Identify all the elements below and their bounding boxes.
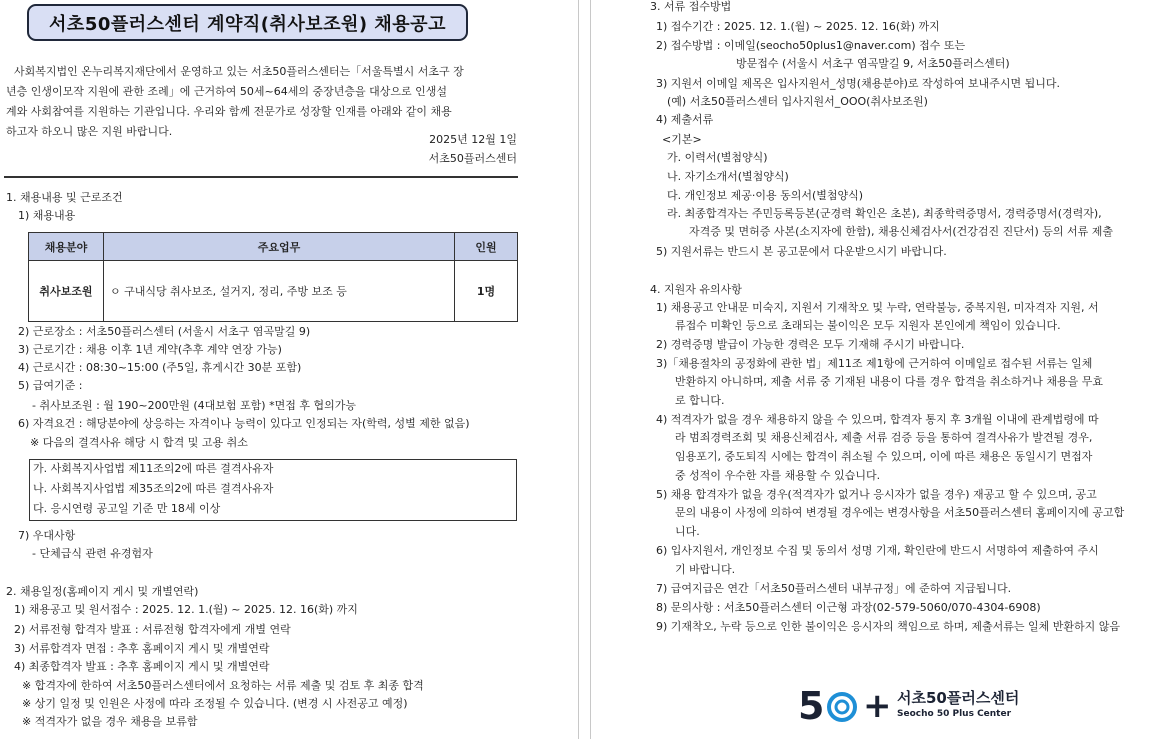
disqualification-item: 나. 사회복지사업법 제35조의2에 따른 결격사유자 [33,482,274,495]
caution-line: 5) 채용 합격자가 없을 경우(적격자가 없거나 응시자가 없을 경우) 재공고 할 수 있으며, 공고 [656,488,1097,501]
intro-line: 하고자 하오니 많은 지원 바랍니다. [6,125,173,138]
logo-english-name: Seocho 50 Plus Center [897,709,1012,719]
logo-ring-icon [826,691,858,723]
caution-line: 7) 급여지급은 연간「서초50플러스센터 내부규정」에 준하여 지급됩니다. [656,582,1012,595]
disqualification-note: ※ 다음의 결격사유 해당 시 합격 및 고용 취소 [30,436,248,449]
disqualification-item: 가. 사회복지사업법 제11조의2에 따른 결격사유자 [33,462,274,475]
caution-line: 로 합니다. [675,394,725,407]
caution-line: 6) 입사지원서, 개인정보 수집 및 동의서 성명 기재, 확인란에 반드시 서명하여 제출하여 주시 [656,544,1099,557]
notice-title: 서초50플러스센터 계약직(취사보조원) 채용공고 [27,4,468,41]
schedule-item: 4) 최종합격자 발표 : 추후 홈페이지 게시 및 개별연락 [14,660,270,673]
caution-line: 기 바랍니다. [675,563,736,576]
required-doc: 라. 최종합격자는 주민등록등본(군경력 확인은 초본), 최종학력증명서, 경력증명서(경력자), [667,207,1102,220]
preference-heading: 7) 우대사항 [18,529,76,542]
caution-line: 반환하지 아니하며, 제출 서류 중 기재된 내용이 다를 경우 합격을 취소하거나 채용을 무효 [675,375,1103,388]
condition-item: 2) 근로장소 : 서초50플러스센터 (서울시 서초구 염곡말길 9) [18,325,311,338]
disqualification-item: 다. 응시연령 공고일 기준 만 18세 이상 [33,502,221,515]
schedule-item: 1) 채용공고 및 원서접수 : 2025. 12. 1.(월) ~ 2025. 12. 16(화) 까지 [14,603,358,616]
condition-item: 5) 급여기준 : [18,379,83,392]
section-1-heading: 1. 채용내용 및 근로조건 [6,191,123,204]
intro-line: 년층 인생이모작 지원에 관한 조례」에 근거하여 50세~64세의 중장년층을 대상으로 인생설 [6,85,447,98]
caution-line: 라 범죄경력조회 및 채용신체검사, 제출 서류 검증 등을 통하여 결격사유가 발견될 경우, [675,431,1093,444]
caution-line: 2) 경력증명 발급이 가능한 경력은 모두 기재해 주시기 바랍니다. [656,338,965,351]
submission-item: 5) 지원서류는 반드시 본 공고문에서 다운받으시기 바랍니다. [656,245,947,258]
required-docs-heading: 4) 제출서류 [656,113,714,126]
submission-item: 1) 접수기간 : 2025. 12. 1.(월) ~ 2025. 12. 16(화) 까지 [656,20,940,33]
schedule-note: ※ 상기 일정 및 인원은 사정에 따라 조정될 수 있습니다. (변경 시 사전공고 예정) [22,697,408,710]
schedule-note: ※ 합격자에 한하여 서초50플러스센터에서 요청하는 서류 제출 및 검토 후 최종 합격 [22,679,424,692]
schedule-item: 3) 서류합격자 면접 : 추후 홈페이지 게시 및 개별연락 [14,642,270,655]
condition-item: 6) 자격요건 : 해당분야에 상응하는 자격이나 능력이 있다고 인정되는 자(학력, 성별 제한 없음) [18,417,470,430]
caution-line: 4) 적격자가 없을 경우 채용하지 않을 수 있으며, 합격자 통지 후 3개월 이내에 관계법령에 따 [656,413,1099,426]
logo-number: 5 [798,684,825,728]
submission-item: 3) 지원서 이메일 제목은 입사지원서_성명(채용분야)로 작성하여 보내주시면 됩니다. [656,77,1061,90]
section-2-heading: 2. 채용일정(홈페이지 게시 및 개별연락) [6,585,199,598]
required-doc-cont: 자격증 및 면허증 사본(소지자에 한함), 채용신체검사서(건강검진 진단서) 등의 서류 제출 [689,225,1114,238]
section-divider [4,176,518,178]
intro-line: 사회복지법인 온누리복지재단에서 운영하고 있는 서초50플러스센터는「서울특별시 서초구 장 [14,65,464,78]
schedule-note: ※ 적격자가 없을 경우 채용을 보류함 [22,715,198,728]
job-table [28,232,518,322]
page-gap [578,0,591,739]
job-field-cell: 취사보조원 [29,261,104,322]
job-table-header: 채용분야 [29,233,104,261]
caution-line: 3)「채용절차의 공정화에 관한 법」제11조 제1항에 근거하여 이메일로 접수된 서류는 일체 [656,357,1093,370]
left-page [0,0,578,739]
notice-org: 서초50플러스센터 [428,152,517,165]
schedule-item: 2) 서류전형 합격자 발표 : 서류전형 합격자에게 개별 연락 [14,623,291,636]
caution-line: 8) 문의사항 : 서초50플러스센터 이근형 과장(02-579-5060/070-4304-6908) [656,601,1041,614]
caution-line: 문의 내용이 사정에 의하여 변경될 경우에는 변경사항을 서초50플러스센터 홈페이지에 공고합 [675,506,1125,519]
job-table-header-row [29,233,518,261]
condition-item: - 취사보조원 : 월 190~200만원 (4대보험 포함) *면접 후 협의가능 [32,399,356,412]
right-page [591,0,1170,739]
notice-date: 2025년 12월 1일 [429,133,517,146]
section-1-sub-heading: 1) 채용내용 [18,209,76,222]
preference-item: - 단체급식 관련 유경험자 [32,547,153,560]
caution-line: 9) 기재착오, 누락 등으로 인한 불이익은 응시자의 책임으로 하며, 제출서류는 일체 반환하지 않음 [656,620,1121,633]
intro-paragraph [6,62,518,142]
center-logo [798,684,1028,728]
submission-item: 방문접수 (서울시 서초구 염곡말길 9, 서초50플러스센터) [736,57,1010,70]
section-4-heading: 4. 지원자 유의사항 [650,283,742,296]
job-table-header: 인원 [455,233,518,261]
section-3-heading: 3. 서류 접수방법 [650,0,732,13]
job-headcount-cell: 1명 [455,261,518,322]
condition-item: 3) 근로기간 : 채용 이후 1년 계약(추후 계약 연장 가능) [18,343,282,356]
caution-line: 류접수 미확인 등으로 초래되는 불이익은 모두 지원자 본인에게 책임이 있습니다. [675,319,1061,332]
job-table-header: 주요업무 [104,233,455,261]
required-doc: 다. 개인정보 제공·이용 동의서(별첨양식) [667,189,864,202]
required-doc: 가. 이력서(별첨양식) [667,151,768,164]
caution-line: 니다. [675,525,700,538]
condition-item: 4) 근로시간 : 08:30~15:00 (주5일, 휴게시간 30분 포함) [18,361,302,374]
required-docs-basic: <기본> [662,133,702,146]
job-table-row [29,261,518,322]
submission-example: (예) 서초50플러스센터 입사지원서_OOO(취사보조원) [667,95,928,108]
logo-korean-name: 서초50플러스센터 [897,689,1020,707]
job-duty-cell: ㅇ 구내식당 취사보조, 설거지, 정리, 주방 보조 등 [104,261,455,322]
logo-plus: + [863,686,892,726]
required-doc: 나. 자기소개서(별첨양식) [667,170,789,183]
intro-line: 계와 사회참여를 지원하는 기관입니다. 우리와 함께 전문가로 성장할 인재를 아래와 같이 채용 [6,105,452,118]
submission-item: 2) 접수방법 : 이메일(seocho50plus1@naver.com) 접수 또는 [656,39,966,52]
caution-line: 1) 채용공고 안내문 미숙지, 지원서 기재착오 및 누락, 연락불능, 중복지원, 미자격자 지원, 서 [656,301,1099,314]
caution-line: 임용포기, 중도퇴직 시에는 합격이 취소될 수 있으며, 이에 따른 채용은 동일시기 면접자 [675,450,1093,463]
caution-line: 중 성적이 우수한 자를 채용할 수 있습니다. [675,469,881,482]
